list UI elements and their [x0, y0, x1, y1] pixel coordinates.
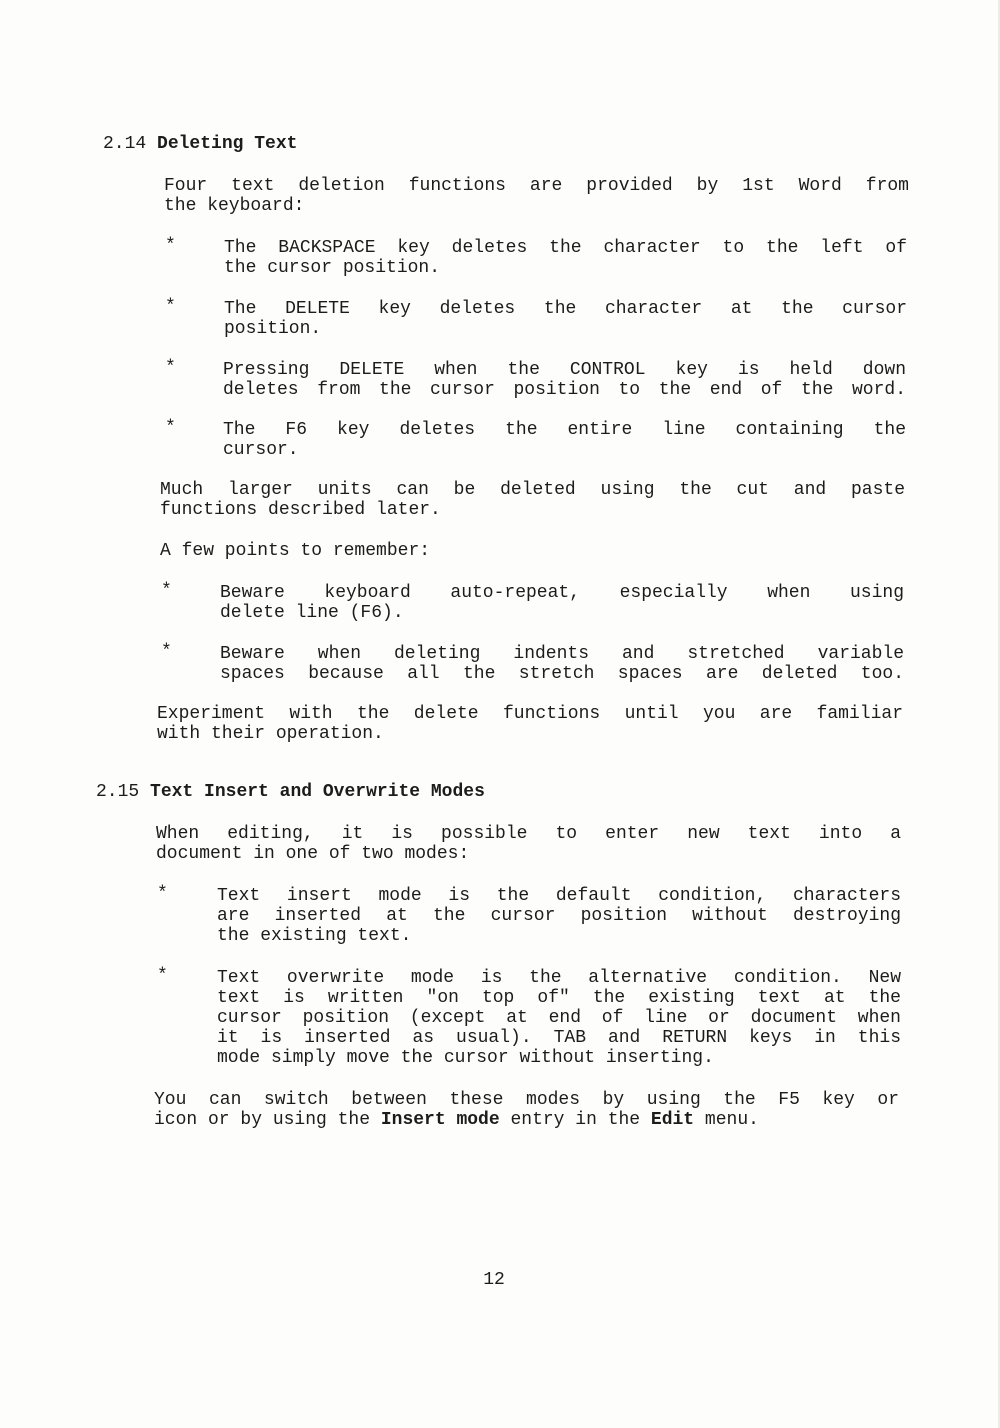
points-intro: A few points to remember:: [160, 541, 431, 561]
text-line: The BACKSPACE key deletes the character to the left of: [224, 238, 907, 258]
text-line: are inserted at the cursor position without destroying: [217, 906, 901, 926]
bullet-marker: *: [165, 236, 176, 256]
text-span: icon or by using the: [154, 1110, 381, 1130]
text-line: Pressing DELETE when the CONTROL key is held down: [223, 360, 906, 380]
text-line: Text overwrite mode is the alternative condition. New: [217, 968, 901, 988]
bullet-item: [220, 644, 904, 684]
section-heading-2-15: [96, 782, 485, 802]
bullet-item: [223, 420, 906, 460]
bullet-marker: *: [157, 884, 168, 904]
closing-paragraph: [154, 1090, 899, 1130]
bullet-item: [217, 968, 901, 1068]
text-span: menu.: [694, 1110, 759, 1130]
text-line: the keyboard:: [164, 196, 305, 216]
text-line: document in one of two modes:: [156, 844, 470, 864]
text-line: spaces because all the stretch spaces are deleted too.: [220, 664, 904, 684]
text-line: delete line (F6).: [220, 603, 404, 623]
text-line: the existing text.: [217, 926, 412, 946]
text-line: cursor position (except at end of line or document when: [217, 1008, 901, 1028]
text-line: When editing, it is possible to enter new text into a: [156, 824, 901, 844]
body-paragraph: [160, 480, 905, 520]
section-number: 2.15: [96, 782, 140, 802]
section-title: Deleting Text: [157, 134, 298, 154]
text-line: Text insert mode is the default condition, characters: [217, 886, 901, 906]
text-line: [154, 1110, 899, 1130]
text-line: The DELETE key deletes the character at the cursor: [224, 299, 907, 319]
section-number: 2.14: [103, 134, 147, 154]
text-line: The F6 key deletes the entire line containing the: [223, 420, 906, 440]
text-line: position.: [224, 319, 322, 339]
body-paragraph: [157, 704, 903, 744]
bullet-marker: *: [165, 358, 176, 378]
text-line: Experiment with the delete functions until you are familiar: [157, 704, 903, 724]
text-line: text is written "on top of" the existing text at the: [217, 988, 901, 1008]
menu-entry-insert-mode: Insert mode: [380, 1110, 500, 1130]
text-line: functions described later.: [160, 500, 441, 520]
bullet-item: [223, 360, 906, 400]
text-line: Beware when deleting indents and stretched variable: [220, 644, 904, 664]
bullet-marker: *: [157, 966, 168, 986]
text-line: mode simply move the cursor without inserting.: [217, 1048, 714, 1068]
bullet-marker: *: [161, 642, 172, 662]
menu-name-edit: Edit: [650, 1110, 695, 1130]
text-line: with their operation.: [157, 724, 384, 744]
bullet-item: [224, 238, 907, 278]
intro-paragraph: [164, 176, 909, 216]
page-number: 12: [483, 1270, 505, 1290]
text-span: entry in the: [499, 1110, 651, 1130]
bullet-marker: *: [165, 297, 176, 317]
text-line: the cursor position.: [224, 258, 441, 278]
text-line: cursor.: [223, 440, 299, 460]
section-heading-2-14: [103, 134, 297, 154]
text-line: deletes from the cursor position to the end of the word.: [223, 380, 906, 400]
text-line: Much larger units can be deleted using the cut and paste: [160, 480, 905, 500]
bullet-item: [220, 583, 904, 623]
text-line: Beware keyboard auto-repeat, especially when using: [220, 583, 904, 603]
bullet-item: [217, 886, 901, 946]
text-line: You can switch between these modes by using the F5 key or: [154, 1090, 899, 1110]
text-line: Four text deletion functions are provided by 1st Word from: [164, 176, 909, 196]
bullet-marker: *: [161, 581, 172, 601]
section-title: Text Insert and Overwrite Modes: [150, 782, 485, 802]
bullet-item: [224, 299, 907, 339]
bullet-marker: *: [165, 418, 176, 438]
text-line: it is inserted as usual). TAB and RETURN keys in this: [217, 1028, 901, 1048]
intro-paragraph: [156, 824, 901, 864]
